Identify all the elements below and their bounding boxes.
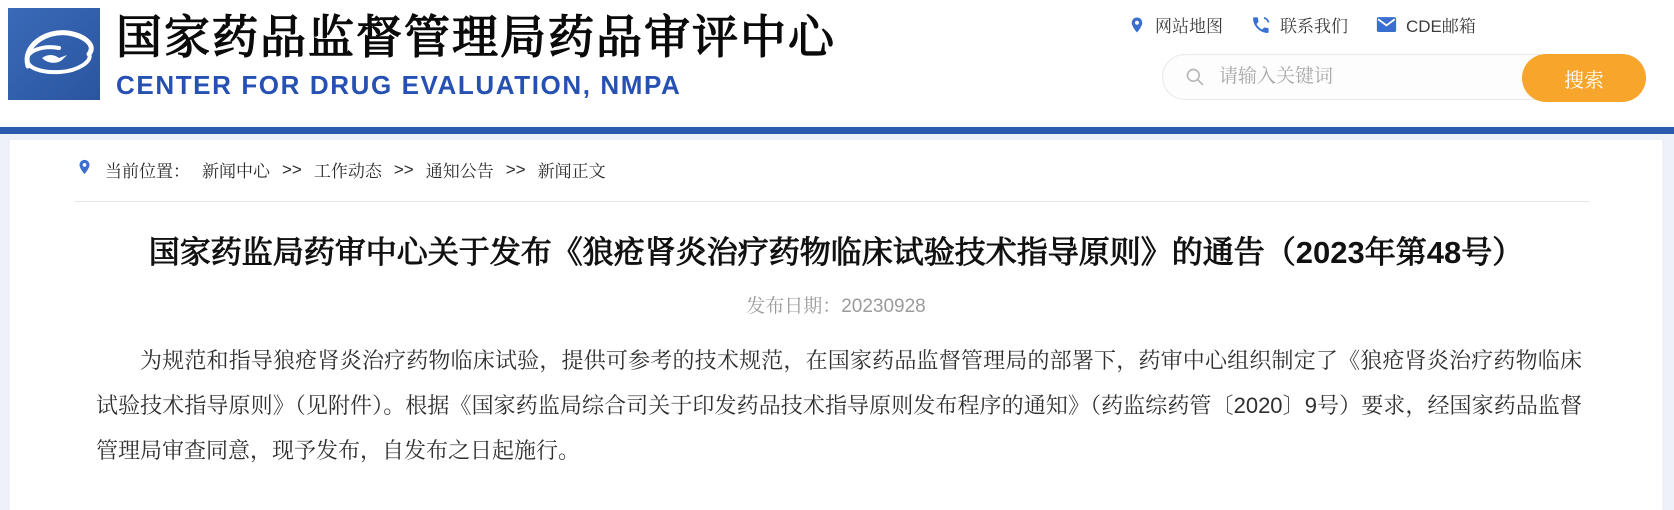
quick-link-mailbox[interactable] — [1376, 12, 1476, 37]
location-pin-icon — [76, 156, 93, 183]
breadcrumb-separator: >> — [282, 159, 302, 179]
search-bar — [1162, 54, 1646, 100]
mail-icon — [1376, 16, 1397, 33]
header-right — [1128, 12, 1648, 100]
search-icon — [1185, 67, 1205, 87]
content-card — [10, 140, 1662, 510]
site-title-en: CENTER FOR DRUG EVALUATION, NMPA — [116, 70, 682, 100]
quick-link-label: 网站地图 — [1155, 17, 1223, 36]
search-button[interactable]: 搜索 — [1522, 54, 1646, 102]
breadcrumb-separator: >> — [505, 159, 526, 179]
site-title-zh: 国家药品监督管理局药品审评中心 — [116, 11, 836, 63]
site-header — [0, 0, 1674, 127]
breadcrumb-item-news-center[interactable]: 新闻中心 — [202, 162, 270, 181]
publish-date: 发布日期：20230928 — [746, 296, 926, 317]
brand-text — [116, 8, 836, 101]
quick-link-label: 联系我们 — [1280, 17, 1348, 36]
breadcrumb-separator: >> — [393, 159, 414, 179]
article-paragraph: 为规范和指导狼疮肾炎治疗药物临床试验，提供可参考的技术规范，在国家药品监督管理局的部署下，药审中心组织制定了《狼疮肾炎治疗药物临床试验技术指导原则》（见附件）。根据《国家药监局综合司关于印发药品技术指导原则发布程序的通知》（药监综药管〔2020〕9号）要求，经国家药品监督管理局审查同意，现予发布，自发布之日起施行。 — [96, 348, 1582, 463]
breadcrumb — [76, 156, 1662, 183]
quick-link-label: CDE邮箱 — [1406, 17, 1476, 36]
phone-icon — [1251, 15, 1271, 35]
location-pin-icon — [1128, 14, 1146, 36]
brand — [8, 8, 836, 101]
breadcrumb-item-work-updates[interactable]: 工作动态 — [313, 162, 382, 181]
content-wrap — [0, 134, 1674, 510]
header-accent-bar — [0, 127, 1674, 134]
breadcrumb-item-notices[interactable]: 通知公告 — [425, 162, 494, 181]
quick-link-contact[interactable] — [1251, 12, 1348, 37]
breadcrumb-divider — [75, 201, 1590, 202]
breadcrumb-item-article[interactable]: 新闻正文 — [537, 162, 606, 181]
quick-link-sitemap[interactable] — [1128, 12, 1223, 37]
breadcrumb-label: 当前位置： — [105, 162, 190, 181]
article-title: 国家药监局药审中心关于发布《狼疮肾炎治疗药物临床试验技术指导原则》的通告（2023年第48号） — [148, 235, 1524, 270]
cde-logo-icon — [8, 8, 100, 100]
quick-links — [1128, 12, 1648, 37]
